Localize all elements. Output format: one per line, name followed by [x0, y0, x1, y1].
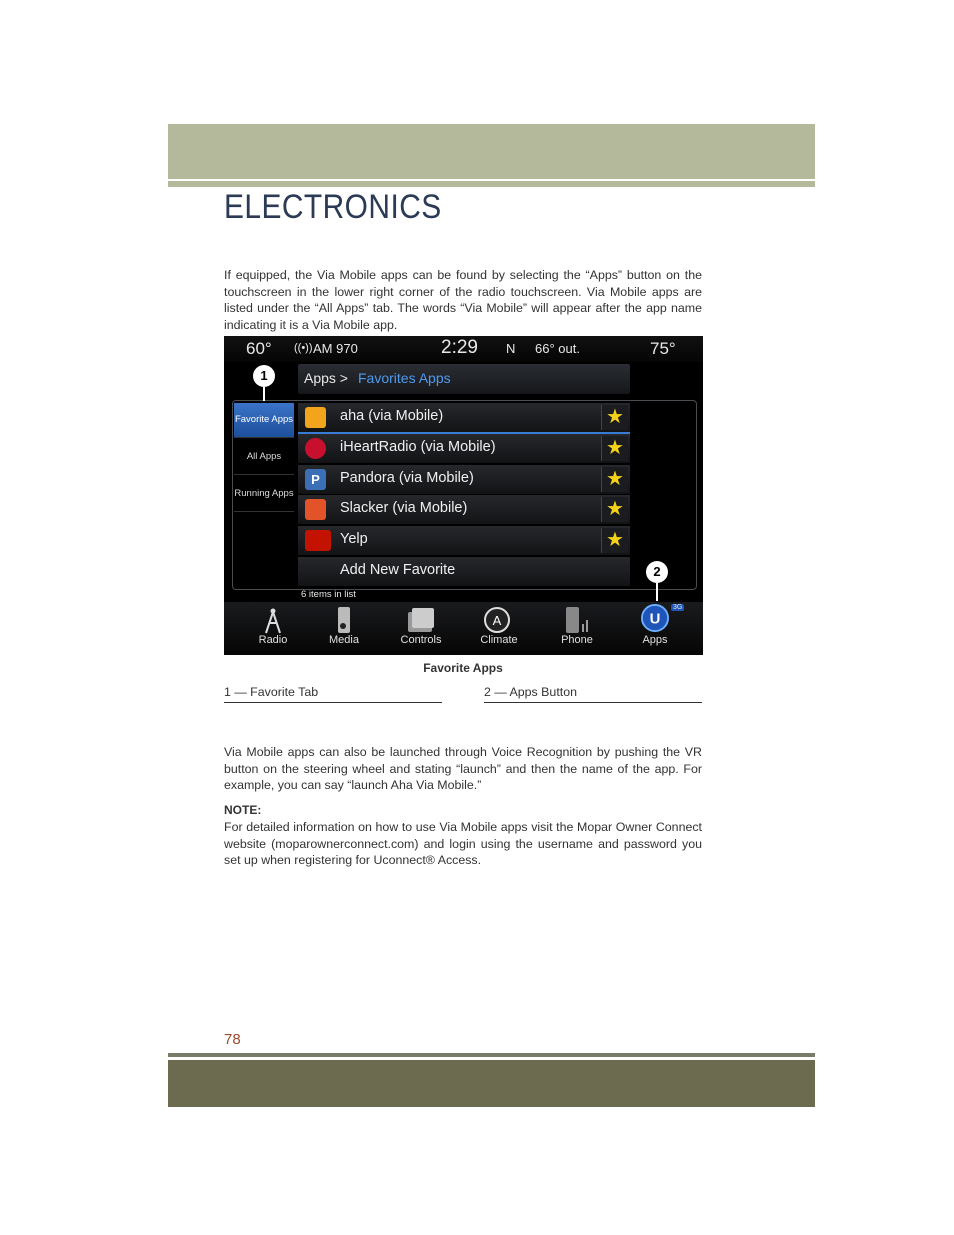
- app-row-pandora[interactable]: [298, 465, 630, 495]
- favorite-star-icon[interactable]: ★: [601, 497, 628, 522]
- figure-caption: Favorite Apps: [423, 661, 503, 675]
- breadcrumb-bar: [298, 364, 630, 394]
- app-row-yelp[interactable]: [298, 526, 630, 556]
- app-row-iheartradio[interactable]: [298, 434, 630, 464]
- yelp-icon: [305, 530, 331, 551]
- radio-tower-icon: [258, 606, 288, 634]
- apps-uconnect-icon: [640, 604, 670, 632]
- header-band: [168, 124, 815, 179]
- tab-running-apps[interactable]: Running Apps: [234, 477, 294, 512]
- callout-1: 1: [253, 365, 275, 387]
- page-number: 78: [224, 1031, 241, 1048]
- app-label: Pandora (via Mobile): [340, 470, 474, 486]
- app-label: aha (via Mobile): [340, 408, 444, 424]
- callout-2-pointer: [656, 583, 658, 601]
- app-label: Yelp: [340, 531, 368, 547]
- radio-button[interactable]: Radio: [258, 634, 288, 646]
- climate-letter: A: [492, 613, 502, 628]
- favorite-star-icon[interactable]: ★: [601, 467, 628, 492]
- header-rule: [168, 181, 815, 187]
- app-row-slacker[interactable]: [298, 495, 630, 525]
- tab-all-apps[interactable]: All Apps: [234, 440, 294, 475]
- app-row-aha[interactable]: [298, 403, 630, 434]
- phone-icon: [562, 606, 592, 634]
- touchscreen-image: [224, 336, 703, 655]
- note-paragraph: For detailed information on how to use Via Mobile apps visit the Mopar Owner Connect website (moparownerconnect.com) and login using the username and password you set up when registering for Uconnect® Access.: [224, 820, 702, 867]
- item-count: 6 items in list: [301, 589, 356, 600]
- iheartradio-icon: [305, 438, 326, 459]
- compass: N: [506, 341, 516, 356]
- aha-icon: [305, 407, 326, 428]
- apps-button[interactable]: Apps: [642, 634, 668, 646]
- outside-temp: 66° out.: [535, 341, 580, 356]
- climate-button[interactable]: Climate: [480, 634, 518, 646]
- clock: 2:29: [441, 337, 478, 358]
- phone-button[interactable]: Phone: [561, 634, 593, 646]
- legend-item-1: 1 — Favorite Tab: [224, 685, 442, 703]
- media-button[interactable]: Media: [329, 634, 359, 646]
- climate-icon: [482, 606, 512, 634]
- callout-2: 2: [646, 561, 668, 583]
- footer-band: [168, 1060, 815, 1107]
- favorite-star-icon[interactable]: ★: [601, 528, 628, 553]
- footer-rule: [168, 1053, 815, 1057]
- callout-1-pointer: [263, 387, 265, 401]
- media-icon: [329, 606, 359, 634]
- slacker-icon: [305, 499, 326, 520]
- temp-left: 60°: [246, 339, 272, 358]
- breadcrumb-current: Favorites Apps: [358, 370, 451, 386]
- intro-paragraph: If equipped, the Via Mobile apps can be found by selecting the “Apps” button on the touchscreen in the lower right corner of the radio touchscreen. Via Mobile apps are listed under the “All Apps” tab. The words “Via Mobile” will appear after the app name indicating it is a Via Mobile app.: [224, 268, 702, 332]
- app-label: Slacker (via Mobile): [340, 500, 468, 516]
- pandora-icon: P: [305, 469, 326, 490]
- temp-right: 75°: [650, 339, 676, 358]
- controls-button[interactable]: Controls: [400, 634, 442, 646]
- radio-signal-icon: ((•)): [294, 342, 313, 354]
- controls-icon: [406, 606, 436, 634]
- favorite-star-icon[interactable]: ★: [601, 405, 628, 430]
- app-label: iHeartRadio (via Mobile): [340, 439, 496, 455]
- favorite-star-icon[interactable]: ★: [601, 436, 628, 461]
- add-favorite-label: Add New Favorite: [340, 562, 456, 578]
- signal-badge: 3G: [673, 604, 683, 611]
- radio-station: AM 970: [313, 341, 358, 356]
- page-title: ELECTRONICS: [224, 188, 442, 226]
- svg-text:U: U: [649, 610, 661, 628]
- legend-item-2: 2 — Apps Button: [484, 685, 702, 703]
- bottom-bar: [224, 602, 703, 655]
- note-label: NOTE:: [224, 803, 262, 817]
- tab-favorite-apps[interactable]: Favorite Apps: [234, 403, 294, 438]
- breadcrumb-root[interactable]: Apps >: [304, 370, 348, 386]
- voice-paragraph: Via Mobile apps can also be launched through Voice Recognition by pushing the VR button on the steering wheel and stating “launch” and then the name of the app. For example, you can say “launch Aha Via Mobile.”: [224, 745, 702, 792]
- add-favorite-row[interactable]: [298, 557, 630, 587]
